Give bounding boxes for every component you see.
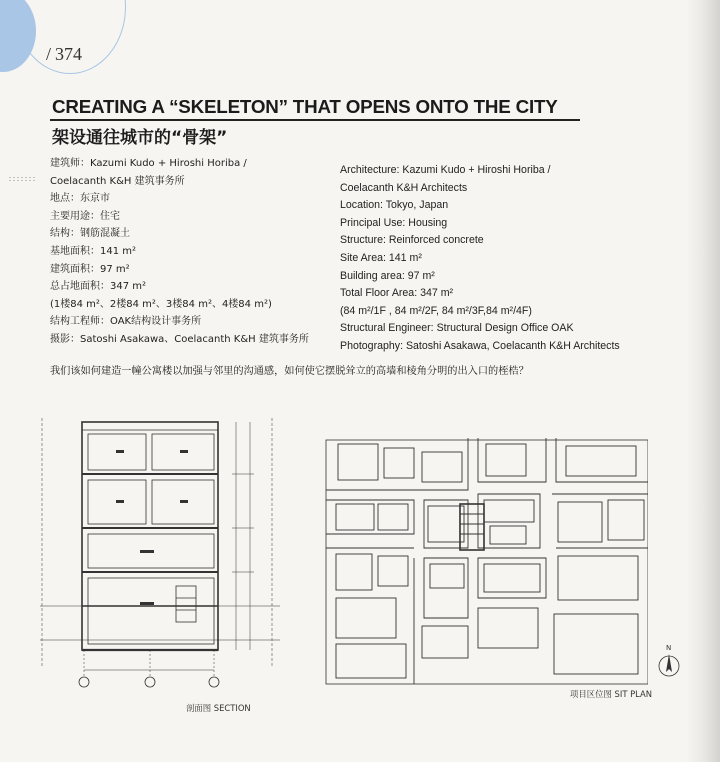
info-cn-line: 地点：东京市	[50, 193, 110, 205]
info-en-line: Structure: Reinforced concrete	[340, 234, 484, 247]
info-en-line: Architecture: Kazumi Kudo + Hiroshi Horiba /	[340, 164, 551, 176]
info-cn-line: 摄影：Satoshi Asakawa、Coelacanth K&H 建筑事务所	[50, 333, 309, 345]
info-cn-line: 结构工程师：OAK结构设计事务所	[50, 316, 202, 328]
title-chinese: 架设通往城市的“骨架”	[52, 128, 228, 148]
title-english: CREATING A “SKELETON” THAT OPENS ONTO THE CITY	[52, 96, 558, 117]
info-cn-line: 建筑师：Kazumi Kudo + Hiroshi Horiba /	[50, 158, 247, 169]
dot-texture	[8, 176, 36, 182]
page-number: / 374	[46, 44, 83, 64]
info-cn-line: 基地面积：141 m²	[50, 245, 137, 257]
site-plan-caption: 项目区位图 SIT PLAN	[570, 689, 653, 699]
info-en-line: Photography: Satoshi Asakawa, Coelacanth K&H Architects	[340, 339, 620, 352]
info-en-line: Site Area: 141 m²	[340, 251, 422, 264]
page-number-value: 374	[55, 44, 83, 64]
info-cn-line: (1楼84 m²、2楼84 m²、3楼84 m²、4楼84 m²)	[50, 298, 272, 310]
info-en-line: Location: Tokyo, Japan	[340, 199, 449, 212]
north-arrow-icon	[656, 642, 684, 684]
page-spine-shadow	[686, 0, 720, 762]
north-label: N	[666, 644, 672, 652]
info-cn-line: 建筑面积：97 m²	[50, 263, 130, 275]
info-cn-line: Coelacanth K&H 建筑事务所	[50, 175, 185, 187]
info-en-line: Building area: 97 m²	[340, 269, 435, 282]
info-cn-line: 主要用途：住宅	[50, 210, 120, 222]
info-cn-line: 结构：钢筋混凝土	[50, 228, 130, 240]
project-info-english	[340, 162, 620, 356]
blue-circle-decoration	[0, 0, 36, 72]
info-en-line: (84 m²/1F , 84 m²/2F, 84 m²/3F,84 m²/4F)	[340, 304, 532, 317]
site-plan-drawing	[318, 438, 648, 688]
design-question: 我们该如何建造一幢公寓楼以加强与邻里的沟通感，如何使它摆脱耸立的高墙和棱角分明的出入口的桎梏？	[50, 366, 529, 377]
info-en-line: Structural Engineer: Structural Design Office OAK	[340, 322, 574, 335]
project-info-chinese	[50, 155, 309, 349]
info-en-line: Coelacanth K&H Architects	[340, 181, 468, 194]
info-en-line: Total Floor Area: 347 m²	[340, 287, 454, 300]
info-cn-line: 总占地面积：347 m²	[50, 281, 147, 293]
section-caption: 剖面图 SECTION	[186, 703, 251, 713]
info-en-line: Principal Use: Housing	[340, 216, 448, 229]
title-underline	[50, 119, 580, 121]
section-drawing	[40, 408, 280, 698]
